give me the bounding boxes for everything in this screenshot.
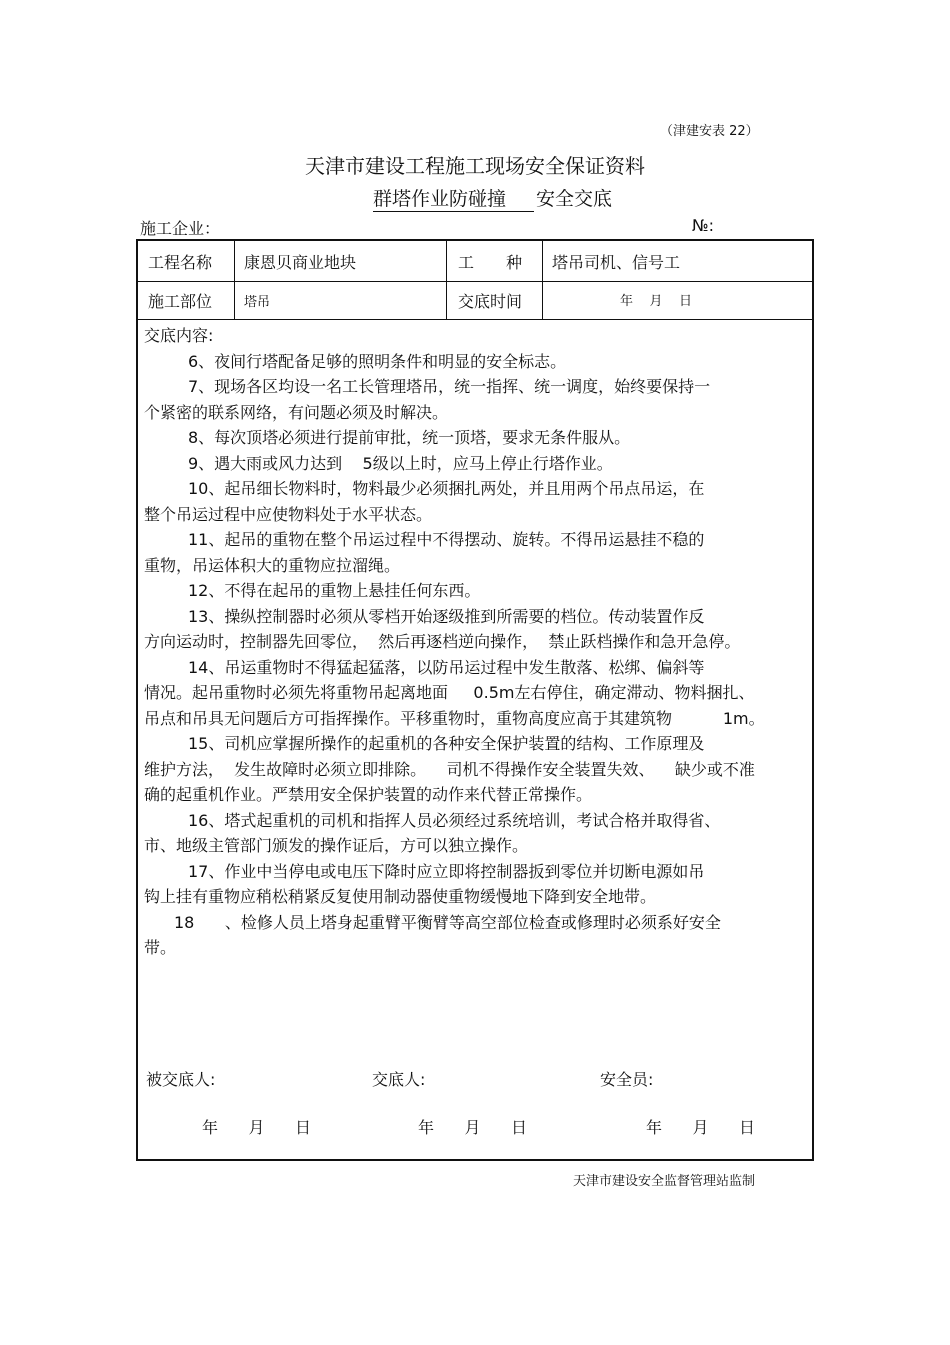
column-divider [446,241,447,319]
location-value: 塔吊 [244,295,271,310]
row-divider [138,319,812,320]
project-name-label: 工程名称 [148,253,213,272]
trade-value: 塔吊司机、信号工 [552,253,681,272]
content-line: 18 、检修人员上塔身起重臂平衡臂等高空部位检查或修理时必须系好安全 [174,912,721,932]
content-line: 7、现场各区均设一名工长管理塔吊，统一指挥、统一调度，始终要保持一 [188,377,711,396]
content-line: 6、夜间行塔配备足够的照明条件和明显的安全标志。 [188,351,567,371]
content-label: 交底内容: [144,326,214,345]
content-line: 16、塔式起重机的司机和指挥人员必须经过系统培训，考试合格并取得省、 [188,810,721,830]
giver-label: 交底人: [372,1070,426,1089]
subtitle-topic: 群塔作业防碰撞 [373,184,534,212]
supervision-footer: 天津市建设安全监督管理站监制 [573,1174,756,1189]
content-line: 确的起重机作业。严禁用安全保护装置的动作来代替正常操作。 [144,785,593,804]
content-line: 重物，吊运体积大的重物应拉溜绳。 [144,555,401,575]
content-line: 方向运动时，控制器先回零位， 然后再逐档逆向操作， 禁止跃档操作和急开急停。 [144,632,741,651]
content-line: 15、司机应掌握所操作的起重机的各种安全保护装置的结构、工作原理及 [188,734,705,753]
content-line: 整个吊运过程中应使物料处于水平状态。 [144,504,433,524]
content-line: 17、作业中当停电或电压下降时应立即将控制器扳到零位并切断电源如吊 [188,861,705,881]
time-label: 交底时间 [458,292,523,311]
content-line: 12、不得在起吊的重物上悬挂任何东西。 [188,581,481,600]
safety-officer-date: 年 月 日 [646,1118,756,1137]
document-subtitle [373,184,612,212]
giver-date: 年 月 日 [418,1118,528,1137]
column-divider [234,241,235,319]
content-line: 个紧密的联系网络，有问题必须及时解决。 [144,402,449,422]
document-title: 天津市建设工程施工现场安全保证资料 [305,154,645,178]
content-line: 市、地级主管部门颁发的操作证后，方可以独立操作。 [144,836,529,855]
safety-officer-label: 安全员: [600,1070,654,1089]
content-line: 维护方法， 发生故障时必须立即排除。 司机不得操作安全装置失效、 缺少或不准 [144,759,755,779]
content-line: 14、吊运重物时不得猛起猛落，以防吊运过程中发生散落、松绑、偏斜等 [188,657,705,677]
number-label: №: [692,216,715,235]
receiver-date: 年 月 日 [202,1118,312,1137]
content-line: 9、遇大雨或风力达到 5级以上时，应马上停止行塔作业。 [188,453,613,473]
location-label: 施工部位 [148,292,213,311]
content-line: 10、起吊细长物料时，物料最少必须捆扎两处，并且用两个吊点吊运，在 [188,479,705,498]
content-line: 带。 [144,938,177,957]
content-line: 吊点和吊具无问题后方可指挥操作。平移重物时，重物高度应高于其建筑物 1m。 [144,708,765,728]
content-line: 13、操纵控制器时必须从零档开始逐级推到所需要的档位。传动装置作反 [188,606,705,626]
content-line: 8、每次顶塔必须进行提前审批，统一顶塔，要求无条件服从。 [188,428,631,447]
receiver-label: 被交底人: [146,1070,216,1089]
column-divider [542,241,543,319]
trade-label: 工 种 [458,253,523,272]
form-code: （津建安表 22） [660,124,759,139]
content-line: 情况。起吊重物时必须先将重物吊起离地面 0.5m左右停住，确定滞动、物料捆扎、 [144,683,755,702]
briefing-content [144,323,812,961]
time-value: 年 月 日 [620,294,693,309]
company-label: 施工企业： [140,219,221,238]
content-line: 钩上挂有重物应稍松稍紧反复使用制动器使重物缓慢地下降到安全地带。 [144,887,657,906]
content-line: 11、起吊的重物在整个吊运过程中不得摆动、旋转。不得吊运悬挂不稳的 [188,530,705,549]
briefing-form [136,239,814,1161]
subtitle-suffix: 安全交底 [536,188,613,210]
project-name-value: 康恩贝商业地块 [244,253,357,272]
row-divider [138,281,812,282]
